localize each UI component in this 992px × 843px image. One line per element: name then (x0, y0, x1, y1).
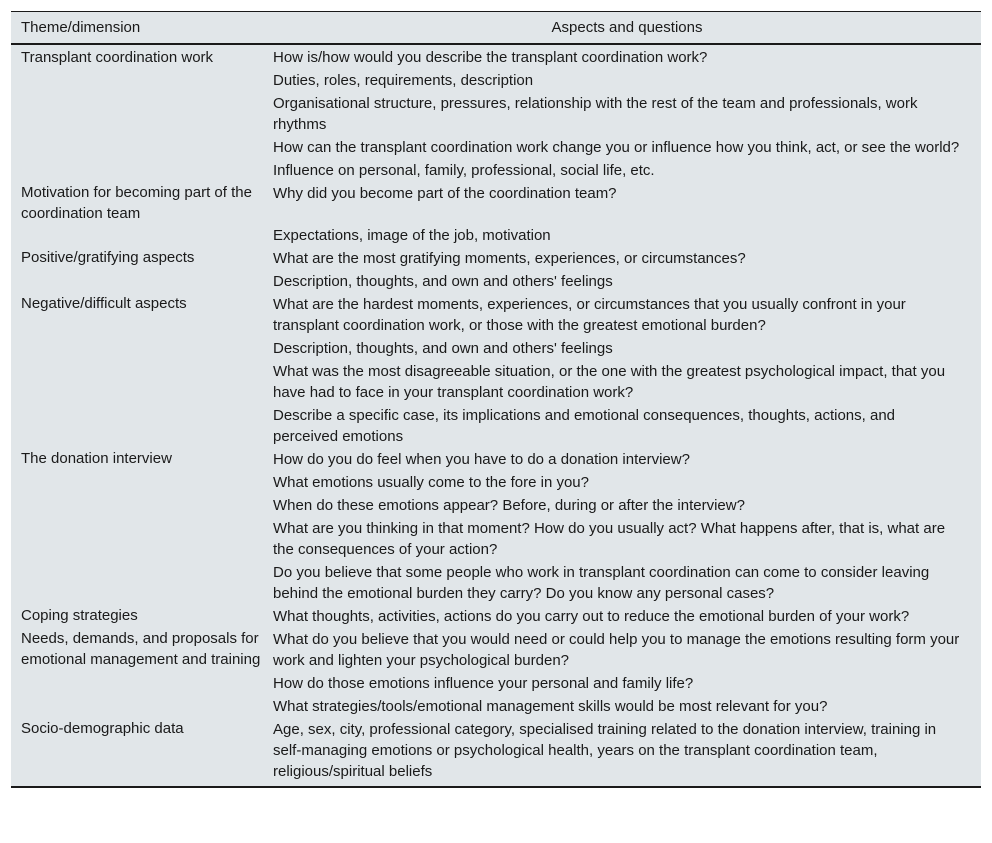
theme-cell (11, 136, 273, 159)
aspect-question-cell: Description, thoughts, and own and others' feelings (273, 273, 613, 290)
aspect-question-cell: What was the most disagreeable situation, or the one with the greatest psychological impact, that you have had to face in your transplant coordination work? (273, 363, 946, 401)
table-row (11, 494, 981, 517)
table-row (11, 224, 981, 247)
theme-cell (11, 672, 273, 695)
table-row (11, 448, 981, 471)
table-row (11, 136, 981, 159)
theme-cell (11, 561, 273, 605)
interview-guide-table-container (11, 11, 981, 788)
aspect-question-cell: Duties, roles, requirements, description (273, 72, 534, 89)
theme-cell (11, 494, 273, 517)
theme-cell (11, 224, 273, 247)
table-row (11, 293, 981, 337)
aspect-question-cell: Influence on personal, family, professional, social life, etc. (273, 162, 655, 179)
theme-cell: Motivation for becoming part of the coordination team (21, 184, 252, 222)
table-row (11, 337, 981, 360)
aspect-question-cell: Organisational structure, pressures, relationship with the rest of the team and professionals, work rhythms (273, 95, 918, 133)
theme-cell (11, 695, 273, 718)
table-row (11, 92, 981, 136)
theme-cell (11, 404, 273, 448)
theme-cell (11, 337, 273, 360)
theme-cell: Coping strategies (21, 607, 138, 624)
aspect-question-cell: What are the hardest moments, experiences, or circumstances that you usually confront in your transplant coordination work, or those with the greatest emotional burden? (273, 296, 906, 334)
theme-cell (11, 471, 273, 494)
aspect-question-cell: What do you believe that you would need or could help you to manage the emotions resulting form your work and lighten your psychological burden? (273, 631, 960, 669)
table-row (11, 404, 981, 448)
interview-guide-table (11, 11, 981, 788)
table-row (11, 270, 981, 293)
aspect-question-cell: What emotions usually come to the fore in you? (273, 474, 589, 491)
aspect-question-cell: How can the transplant coordination work change you or influence how you think, act, or see the world? (273, 139, 960, 156)
aspect-question-cell: Description, thoughts, and own and others' feelings (273, 340, 613, 357)
theme-cell (11, 517, 273, 561)
table-row (11, 628, 981, 672)
theme-cell: Transplant coordination work (21, 49, 214, 66)
aspect-question-cell: Describe a specific case, its implications and emotional consequences, thoughts, actions, and perceived emotions (273, 407, 896, 445)
table-row (11, 517, 981, 561)
table-header-row (11, 12, 981, 45)
aspect-question-cell: What strategies/tools/emotional management skills would be most relevant for you? (273, 698, 828, 715)
table-row (11, 672, 981, 695)
table-row (11, 360, 981, 404)
theme-cell: Positive/gratifying aspects (21, 249, 195, 266)
theme-cell: Needs, demands, and proposals for emotional management and training (21, 630, 261, 668)
theme-cell (11, 270, 273, 293)
aspect-question-cell: What thoughts, activities, actions do you carry out to reduce the emotional burden of your work? (273, 608, 910, 625)
theme-cell (11, 69, 273, 92)
table-row (11, 69, 981, 92)
aspect-question-cell: Age, sex, city, professional category, specialised training related to the donation interview, training in self-managing emotions or psychological health, years on the transplant coordination team, religious/spiritual beliefs (273, 721, 937, 780)
table-row (11, 247, 981, 270)
table-body (11, 44, 981, 787)
table-row (11, 44, 981, 69)
theme-cell: Negative/difficult aspects (21, 295, 187, 312)
theme-cell: Socio-demographic data (21, 720, 184, 737)
table-row (11, 159, 981, 182)
aspect-question-cell: Why did you become part of the coordination team? (273, 185, 617, 202)
aspect-question-cell: When do these emotions appear? Before, during or after the interview? (273, 497, 745, 514)
aspect-question-cell: How is/how would you describe the transplant coordination work? (273, 49, 708, 66)
table-row (11, 718, 981, 787)
aspect-question-cell: How do those emotions influence your personal and family life? (273, 675, 694, 692)
column-header-aspects: Aspects and questions (551, 19, 703, 36)
column-header-theme: Theme/dimension (21, 19, 141, 36)
aspect-question-cell: What are you thinking in that moment? How do you usually act? What happens after, that is, what are the consequences of your action? (273, 520, 946, 558)
table-row (11, 471, 981, 494)
table-row (11, 605, 981, 628)
table-row (11, 182, 981, 224)
theme-cell (11, 92, 273, 136)
theme-cell: The donation interview (21, 450, 172, 467)
aspect-question-cell: How do you do feel when you have to do a donation interview? (273, 451, 690, 468)
theme-cell (11, 360, 273, 404)
theme-cell (11, 159, 273, 182)
aspect-question-cell: Expectations, image of the job, motivation (273, 227, 551, 244)
aspect-question-cell: What are the most gratifying moments, experiences, or circumstances? (273, 250, 746, 267)
table-row (11, 561, 981, 605)
table-row (11, 695, 981, 718)
aspect-question-cell: Do you believe that some people who work in transplant coordination can come to consider leaving behind the emotional burden they carry? Do you know any personal cases? (273, 564, 930, 602)
